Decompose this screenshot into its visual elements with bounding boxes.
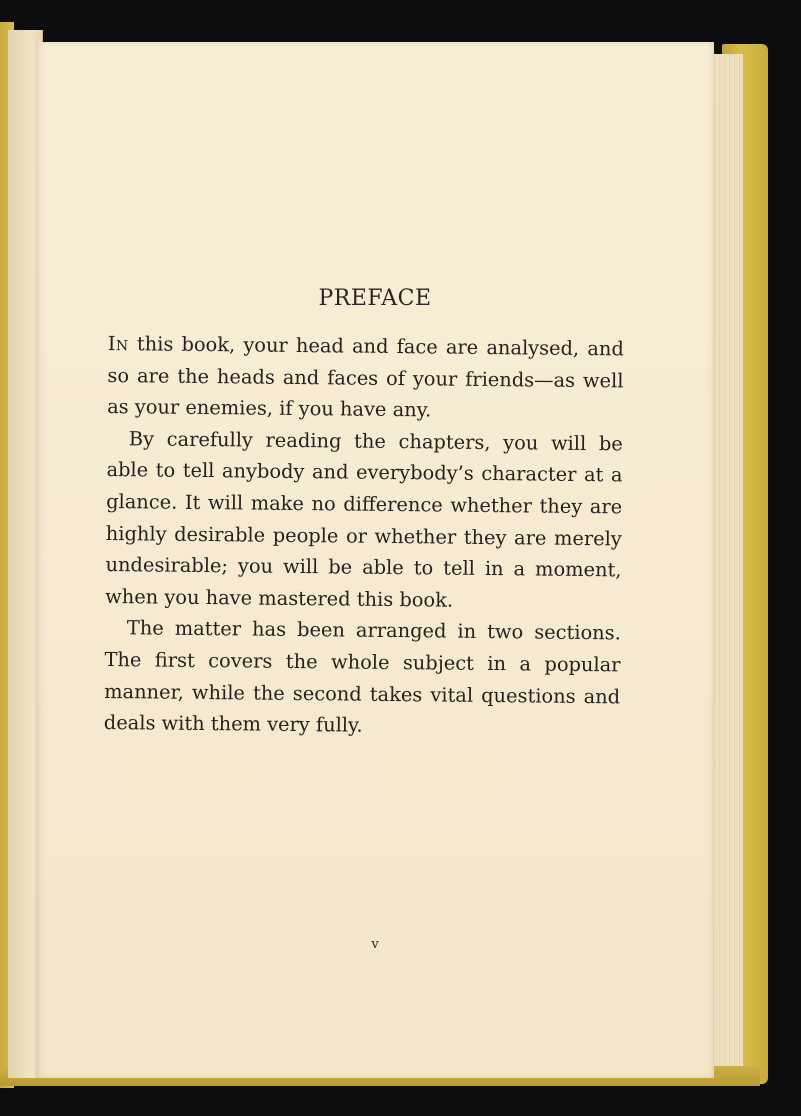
book-page	[36, 42, 714, 1078]
preface-text	[104, 328, 624, 744]
paragraph-2: By carefully reading the chapters, you will be able to tell anybody and everybody’s character at a glance. It will make no difference whether they are highly desirable people or whether they are merely undesirable; you will be able to tell in a moment, when you have mastered this book.	[105, 427, 623, 612]
page-number: v	[371, 937, 379, 952]
page-title: PREFACE	[318, 286, 432, 311]
paragraph-1-text: this book, your head and face are analysed, and so are the heads and faces of your friends—as well as your enemies, if you have any.	[107, 332, 624, 422]
paragraph-lead-word: In	[107, 331, 129, 356]
paragraph-3: The matter has been arranged in two sections. The first covers the whole subject in a popular manner, while the second takes vital questions and deals with them very fully.	[103, 616, 621, 737]
paragraph-1	[107, 328, 624, 428]
